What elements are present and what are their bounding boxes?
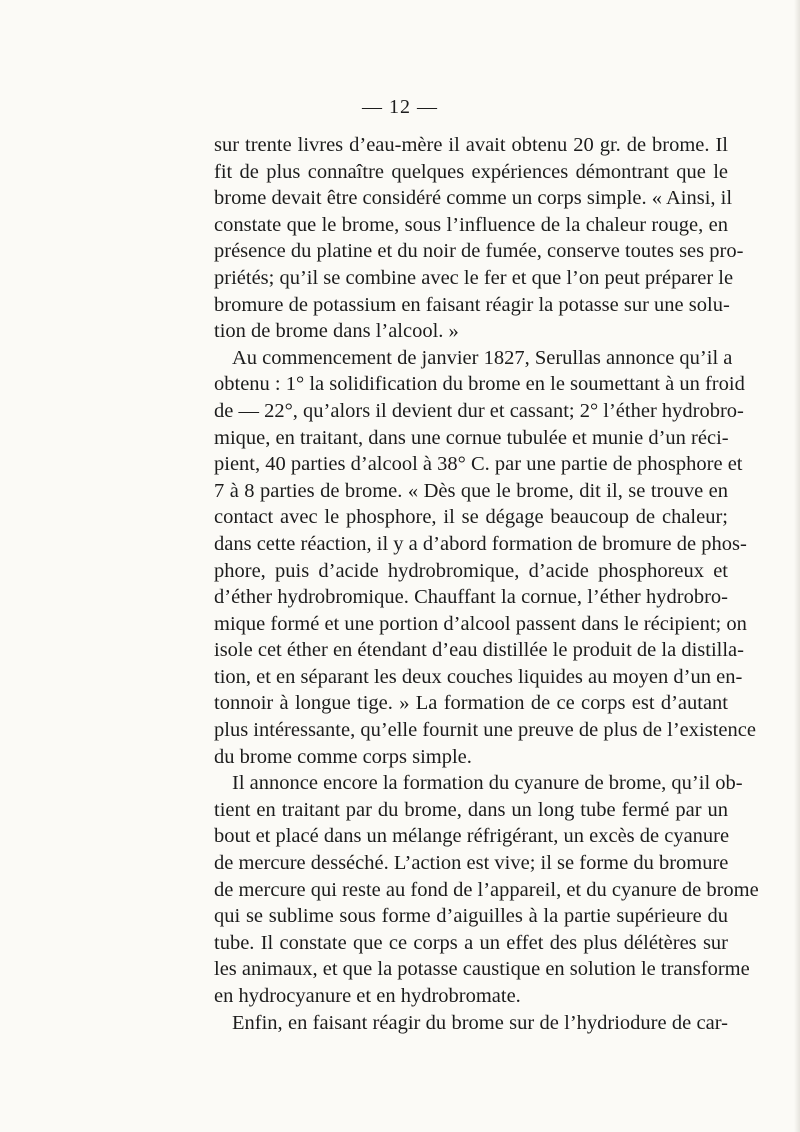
text-line: Au commencement de janvier 1827, Serullas annonce qu’il a (232, 346, 733, 369)
text-line: Enfin, en faisant réagir du brome sur de l’hydriodure de car- (232, 1011, 728, 1034)
text-line: tion, et en séparant les deux couches liquides au moyen d’un en- (214, 665, 743, 688)
text-line: priétés; qu’il se combine avec le fer et que l’on peut préparer le (214, 266, 734, 289)
text-line: plus intéressante, qu’elle fournit une preuve de plus de l’existence (214, 719, 756, 742)
text-line: Il annonce encore la formation du cyanure de brome, qu’il ob- (232, 772, 743, 795)
text-line: 7 à 8 parties de brome. « Dès que le brome, dit il, se trouve en (214, 479, 728, 502)
text-line: constate que le brome, sous l’influence de la chaleur rouge, en (214, 213, 728, 236)
text-line: tonnoir à longue tige. » La formation de ce corps est d’autant (214, 692, 728, 715)
text-line: dans cette réaction, il y a d’abord formation de bromure de phos- (214, 532, 747, 555)
text-line: phore, puis d’acide hydrobromique, d’acide phosphoreux et (214, 559, 728, 582)
text-line: les animaux, et que la potasse caustique en solution le transforme (214, 958, 750, 981)
text-line: de mercure qui reste au fond de l’appareil, et du cyanure de brome (214, 878, 759, 901)
text-line: mique, en traitant, dans une cornue tubulée et munie d’un réci- (214, 426, 729, 449)
text-line: qui se sublime sous forme d’aiguilles à la partie supérieure du (214, 905, 728, 928)
text-line: d’éther hydrobromique. Chauffant la cornue, l’éther hydrobro- (214, 586, 728, 609)
text-line: de — 22°, qu’alors il devient dur et cassant; 2° l’éther hydrobro- (214, 399, 744, 422)
text-line: tient en traitant par du brome, dans un long tube fermé par un (214, 798, 728, 821)
text-line: contact avec le phosphore, il se dégage beaucoup de chaleur; (214, 506, 728, 529)
text-line: pient, 40 parties d’alcool à 38° C. par une partie de phosphore et (214, 453, 743, 476)
text-line: bromure de potassium en faisant réagir la potasse sur une solu- (214, 293, 730, 316)
text-line: tube. Il constate que ce corps a un effet des plus délétères sur (214, 931, 728, 954)
body-text (214, 132, 759, 1036)
text-line: de mercure desséché. L’action est vive; il se forme du bromure (214, 852, 729, 875)
page-number: — 12 — (362, 96, 438, 118)
text-line: fit de plus connaître quelques expériences démontrant que le (214, 160, 728, 183)
text-line: du brome comme corps simple. (214, 745, 472, 768)
text-line: tion de brome dans l’alcool. » (214, 320, 459, 343)
text-line: isole cet éther en étendant d’eau distillée le produit de la distilla- (214, 639, 744, 662)
text-line: en hydrocyanure et en hydrobromate. (214, 985, 521, 1007)
text-line: brome devait être considéré comme un corps simple. « Ainsi, il (214, 187, 733, 210)
text-line: mique formé et une portion d’alcool passent dans le récipient; on (214, 612, 747, 635)
text-line: présence du platine et du noir de fumée, conserve toutes ses pro- (214, 240, 744, 263)
page-edge-shadow (794, 0, 800, 1132)
text-line: obtenu : 1° la solidification du brome en le soumettant à un froid (214, 373, 745, 396)
text-line: bout et placé dans un mélange réfrigérant, un excès de cyanure (214, 825, 730, 848)
text-line: sur trente livres d’eau-mère il avait obtenu 20 gr. de brome. Il (214, 134, 728, 156)
